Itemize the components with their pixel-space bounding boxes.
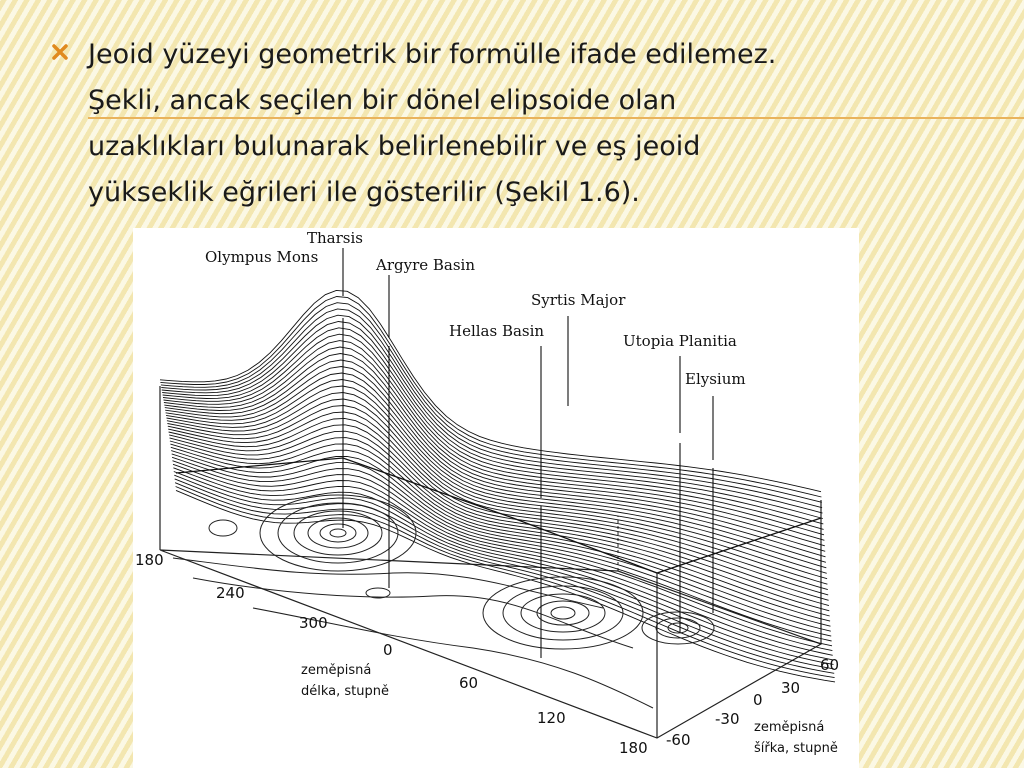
feature-label-elysium: Elysium	[685, 370, 746, 388]
contour-line	[209, 520, 237, 536]
contour-line	[308, 518, 368, 548]
longitude-tick: 240	[216, 584, 245, 602]
contour-line	[537, 601, 589, 625]
feature-label-hellas-basin: Hellas Basin	[449, 322, 545, 340]
contour-line	[330, 529, 346, 537]
contour-line	[642, 612, 714, 644]
latitude-caption-line1: zeměpisná	[754, 720, 825, 735]
longitude-tick: 180	[135, 551, 164, 569]
latitude-tick: -60	[666, 731, 691, 749]
contour-line	[278, 503, 398, 563]
longitude-tick: 60	[459, 674, 479, 692]
x-mark-icon	[52, 44, 68, 60]
surface-line	[162, 322, 823, 519]
latitude-caption-line2: šířka, stupně	[754, 741, 838, 756]
bullet-text: Jeoid yüzeyi geometrik bir formülle ifade edilemez. Şekli, ancak seçilen bir dönel elipsoide olan uzaklıkları bulunarak belirlenebilir ve eş jeoid yükseklik eğrileri ile gösterilir (Şekil 1.6).	[88, 39, 777, 208]
feature-label-utopia-planitia: Utopia Planitia	[623, 332, 737, 350]
latitude-tick: 0	[753, 691, 763, 709]
latitude-tick: 30	[781, 679, 801, 697]
longitude-tick: 180	[619, 739, 648, 757]
latitude-tick: -30	[715, 710, 740, 728]
contour-line	[551, 607, 575, 619]
contour-line	[483, 577, 643, 649]
longitude-tick: 300	[299, 614, 328, 632]
feature-label-olympus-mons: Olympus Mons	[205, 248, 319, 266]
surface-line	[173, 464, 832, 650]
longitude-tick: 0	[383, 641, 393, 659]
feature-label-argyre-basin: Argyre Basin	[376, 256, 476, 274]
longitude-caption-line1: zeměpisná	[301, 663, 372, 678]
feature-label-syrtis-major: Syrtis Major	[531, 291, 626, 309]
feature-label-tharsis: Tharsis	[307, 229, 363, 247]
latitude-tick: 60	[820, 656, 840, 674]
geoid-3d-plot	[133, 228, 859, 768]
contour-line	[320, 524, 356, 542]
longitude-caption-line2: délka, stupně	[301, 684, 389, 699]
geoid-figure	[133, 228, 859, 768]
longitude-tick: 120	[537, 709, 566, 727]
contour-line	[260, 495, 416, 571]
contour-line	[521, 594, 605, 632]
surface-line	[168, 406, 828, 590]
contour-line	[193, 578, 633, 648]
